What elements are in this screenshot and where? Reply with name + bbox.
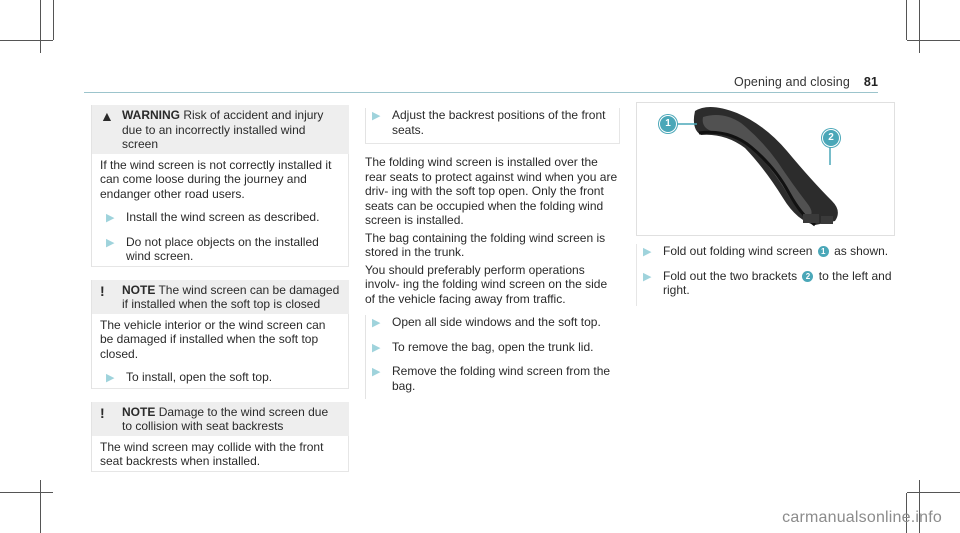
list-item	[100, 235, 340, 264]
crop-mark	[40, 480, 41, 533]
column-right	[636, 102, 896, 306]
crop-mark	[53, 0, 54, 40]
bullet-arrow-icon: ▶	[372, 341, 381, 354]
step-text: as shown.	[834, 244, 889, 258]
step-box	[365, 108, 620, 144]
note-head-text: Damage to the wind screen due to collision with seat backrests	[122, 404, 329, 433]
crop-mark	[919, 0, 920, 53]
warning-head-text: Risk of accident and injury due to an incorrectly installed wind screen	[122, 108, 324, 151]
note-head	[92, 280, 349, 314]
step-list	[365, 315, 620, 399]
warning-box	[91, 105, 349, 267]
step-text: to the left and right.	[663, 268, 892, 297]
note-label: NOTE	[122, 404, 156, 419]
note-body-text: The wind screen may collide with the front seat backrests when installed.	[100, 439, 324, 468]
warning-triangle-icon: ▲	[100, 108, 114, 124]
paragraph: The folding wind screen is installed over the rear seats to protect against wind when you are driv- ing with the soft top open. Only the front seats can be occupied when the folding wind screen is installed.	[365, 155, 618, 227]
step-text: Fold out the two brackets	[663, 268, 798, 283]
crop-mark	[906, 0, 907, 40]
warning-head	[92, 105, 349, 154]
column-left	[91, 105, 349, 472]
watermark: carmanualsonline.info	[782, 509, 942, 526]
step-text: To remove the bag, open the trunk lid.	[392, 339, 594, 354]
callout-badge: 2	[802, 271, 813, 282]
list-item	[366, 315, 620, 331]
list-item	[366, 108, 611, 137]
warning-body-text: If the wind screen is not correctly installed it can come loose during the journey and endanger other road users.	[100, 157, 332, 201]
crop-mark	[907, 40, 960, 41]
list-item	[100, 370, 340, 386]
list-item	[366, 364, 620, 393]
warning-label: WARNING	[122, 108, 180, 122]
step-text: Remove the folding wind screen from the bag.	[392, 364, 611, 393]
step-text: Fold out folding wind screen	[663, 244, 813, 258]
crop-mark	[0, 492, 53, 493]
column-middle	[365, 105, 620, 399]
crop-mark	[907, 492, 960, 493]
bullet-arrow-icon: ▶	[106, 372, 115, 384]
note-box	[91, 402, 349, 472]
note-label: NOTE	[122, 282, 156, 297]
list-item	[637, 269, 896, 298]
list-item	[637, 244, 896, 260]
wind-screen-figure	[636, 102, 895, 236]
paragraph: The bag containing the folding wind screen is stored in the trunk.	[365, 230, 606, 259]
crop-mark	[40, 0, 41, 53]
bullet-arrow-icon: ▶	[106, 212, 115, 224]
page-number: 81	[863, 75, 878, 89]
exclamation-icon: !	[100, 404, 105, 421]
step-text: Install the wind screen as described.	[126, 210, 320, 224]
note-head-text: The wind screen can be damaged if installed when the soft top is closed	[122, 282, 340, 311]
paragraph: You should preferably perform operations involv- ing the folding wind screen on the side of the vehicle facing away from traffic.	[365, 262, 608, 306]
bullet-arrow-icon: ▶	[372, 317, 381, 329]
note-head	[92, 402, 349, 436]
bullet-arrow-icon: ▶	[106, 236, 115, 249]
list-item	[366, 340, 620, 356]
exclamation-icon: !	[100, 282, 105, 299]
note-box	[91, 280, 349, 389]
bullet-arrow-icon: ▶	[372, 366, 381, 378]
step-text: Adjust the backrest positions of the front seats.	[392, 108, 606, 137]
section-title: Opening and closing	[734, 75, 850, 89]
page-header	[734, 75, 878, 89]
callout-1: 1	[659, 115, 677, 133]
step-text: Open all side windows and the soft top.	[392, 315, 601, 329]
crop-mark	[0, 40, 53, 41]
step-list	[636, 244, 896, 306]
step-text: To install, open the soft top.	[126, 370, 273, 384]
bullet-arrow-icon: ▶	[643, 246, 652, 258]
callout-badge: 1	[818, 246, 829, 257]
list-item	[100, 210, 340, 226]
header-rule	[84, 92, 878, 93]
callout-2: 2	[822, 129, 840, 147]
step-text: Do not place objects on the installed wind screen.	[126, 234, 319, 263]
note-body-text: The vehicle interior or the wind screen can be damaged if installed when the soft top closed.	[100, 317, 326, 361]
bullet-arrow-icon: ▶	[372, 110, 381, 122]
warning-body	[92, 154, 349, 267]
bullet-arrow-icon: ▶	[643, 270, 652, 283]
note-body	[92, 436, 349, 472]
note-body	[92, 314, 349, 389]
